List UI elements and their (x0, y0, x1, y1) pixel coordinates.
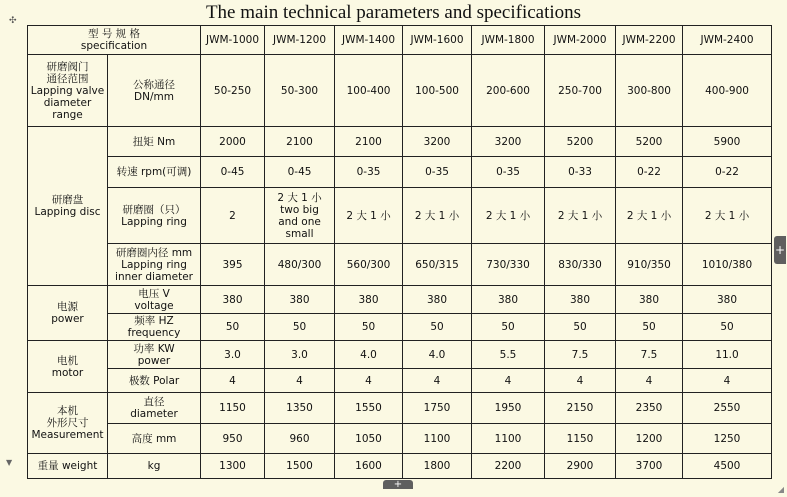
group-lapping-disc: 研磨盘 Lapping disc (28, 127, 108, 286)
cell: 50 (403, 314, 472, 341)
cell: 50 (683, 314, 772, 341)
cell: 1350 (265, 393, 335, 424)
cell: 0-35 (403, 157, 472, 188)
cell: 2900 (545, 454, 616, 479)
cell: 2 大 1 小 (335, 188, 403, 244)
row-label-height: 高度 mm (108, 424, 201, 454)
cell: 4 (265, 369, 335, 393)
cell: 2100 (265, 127, 335, 157)
spec-table (27, 25, 772, 479)
row-label-lapping-ring: 研磨圈（只） Lapping ring (108, 188, 201, 244)
cell: 1550 (335, 393, 403, 424)
cell: 4 (683, 369, 772, 393)
table-row (28, 341, 772, 369)
cell: 5200 (545, 127, 616, 157)
cell: 1200 (616, 424, 683, 454)
cell: 950 (201, 424, 265, 454)
cell: 380 (335, 286, 403, 314)
cell: 0-33 (545, 157, 616, 188)
cell: 3200 (403, 127, 472, 157)
move-handle-icon[interactable]: ✣ (9, 16, 17, 26)
table-row (28, 55, 772, 127)
cell: 1500 (265, 454, 335, 479)
cell: 0-22 (683, 157, 772, 188)
cell: 2 大 1 小 (545, 188, 616, 244)
cell: 2 (201, 188, 265, 244)
cell: 50 (265, 314, 335, 341)
cell: 7.5 (616, 341, 683, 369)
cell: 7.5 (545, 341, 616, 369)
cell: 480/300 (265, 244, 335, 286)
row-label-speed: 转速 rpm(可调) (108, 157, 201, 188)
table-row (28, 188, 772, 244)
group-power: 电源 power (28, 286, 108, 341)
cell: 1600 (335, 454, 403, 479)
model-header: JWM-1800 (472, 26, 545, 55)
table-row (28, 286, 772, 314)
group-measurement: 本机 外形尺寸 Measurement (28, 393, 108, 454)
row-label-diameter: 直径 diameter (108, 393, 201, 424)
group-motor: 电机 motor (28, 341, 108, 393)
caret-down-icon: ▼ (6, 458, 13, 467)
cell: 0-22 (616, 157, 683, 188)
table-row (28, 314, 772, 341)
cell: 4 (616, 369, 683, 393)
cell: 1050 (335, 424, 403, 454)
cell: 650/315 (403, 244, 472, 286)
cell: 100-500 (403, 55, 472, 127)
cell: 1250 (683, 424, 772, 454)
model-header: JWM-1400 (335, 26, 403, 55)
cell: 5900 (683, 127, 772, 157)
cell: 380 (683, 286, 772, 314)
model-header: JWM-1600 (403, 26, 472, 55)
cell: 50-250 (201, 55, 265, 127)
resize-grip-icon[interactable]: ◢ (777, 485, 784, 494)
cell: 1100 (403, 424, 472, 454)
cell: 4 (403, 369, 472, 393)
add-column-button[interactable]: + (774, 236, 786, 264)
cell: 2000 (201, 127, 265, 157)
page-title: The main technical parameters and specifications (205, 2, 582, 23)
table-row (28, 127, 772, 157)
table-row (28, 424, 772, 454)
table-row (28, 369, 772, 393)
cell: 2 大 1 小 two big and one small (265, 188, 335, 244)
table-row (28, 157, 772, 188)
cell: 380 (265, 286, 335, 314)
table-row (28, 454, 772, 479)
cell: 380 (403, 286, 472, 314)
cell: 4.0 (403, 341, 472, 369)
cell: 3.0 (265, 341, 335, 369)
cell: 910/350 (616, 244, 683, 286)
cell: 200-600 (472, 55, 545, 127)
cell: 3700 (616, 454, 683, 479)
row-label-ring-inner-diameter: 研磨圈内径 mm Lapping ring inner diameter (108, 244, 201, 286)
cell: 380 (472, 286, 545, 314)
cell: 1150 (545, 424, 616, 454)
cell: 3200 (472, 127, 545, 157)
cell: 830/330 (545, 244, 616, 286)
cell: 50 (545, 314, 616, 341)
cell: 1100 (472, 424, 545, 454)
cell: 250-700 (545, 55, 616, 127)
cell: 50-300 (265, 55, 335, 127)
header-spec-label: 型 号 规 格 specification (28, 26, 201, 55)
cell: 11.0 (683, 341, 772, 369)
cell: 50 (472, 314, 545, 341)
cell: 400-900 (683, 55, 772, 127)
row-label-voltage: 电压 V voltage (108, 286, 201, 314)
model-header: JWM-2400 (683, 26, 772, 55)
row-label-polar: 极数 Polar (108, 369, 201, 393)
cell: 2 大 1 小 (616, 188, 683, 244)
cell: 960 (265, 424, 335, 454)
cell: 560/300 (335, 244, 403, 286)
model-header: JWM-2000 (545, 26, 616, 55)
cell: 380 (201, 286, 265, 314)
cell: 4.0 (335, 341, 403, 369)
model-header: JWM-1200 (265, 26, 335, 55)
cell: 0-35 (472, 157, 545, 188)
cell: 0-35 (335, 157, 403, 188)
cell: 395 (201, 244, 265, 286)
cell: 2 大 1 小 (472, 188, 545, 244)
cell: 1950 (472, 393, 545, 424)
cell: 2550 (683, 393, 772, 424)
cell: 1750 (403, 393, 472, 424)
cell: 50 (335, 314, 403, 341)
cell: 1300 (201, 454, 265, 479)
cell: 4 (472, 369, 545, 393)
cell: 5200 (616, 127, 683, 157)
cell: 0-45 (201, 157, 265, 188)
group-valve-range: 研磨阀门 通径范围 Lapping valve diameter range (28, 55, 108, 127)
cell: 1800 (403, 454, 472, 479)
table-row (28, 393, 772, 424)
cell: 2100 (335, 127, 403, 157)
cell: 2 大 1 小 (683, 188, 772, 244)
cell: 50 (616, 314, 683, 341)
cell: 1150 (201, 393, 265, 424)
cell: 4 (545, 369, 616, 393)
row-label-weight-unit: kg (108, 454, 201, 479)
cell: 4500 (683, 454, 772, 479)
cell: 3.0 (201, 341, 265, 369)
row-label-motor-power: 功率 KW power (108, 341, 201, 369)
cell: 380 (545, 286, 616, 314)
group-weight: 重量 weight (28, 454, 108, 479)
cell: 1010/380 (683, 244, 772, 286)
cell: 380 (616, 286, 683, 314)
cell: 50 (201, 314, 265, 341)
cell: 300-800 (616, 55, 683, 127)
cell: 2200 (472, 454, 545, 479)
cell: 0-45 (265, 157, 335, 188)
cell: 2350 (616, 393, 683, 424)
cell: 4 (335, 369, 403, 393)
add-row-button[interactable]: + (383, 480, 413, 489)
row-label-frequency: 频率 HZ frequency (108, 314, 201, 341)
header-row (28, 26, 772, 55)
row-label-torque: 扭矩 Nm (108, 127, 201, 157)
cell: 4 (201, 369, 265, 393)
model-header: JWM-2200 (616, 26, 683, 55)
table-row (28, 244, 772, 286)
cell: 2150 (545, 393, 616, 424)
cell: 2 大 1 小 (403, 188, 472, 244)
model-header: JWM-1000 (201, 26, 265, 55)
cell: 5.5 (472, 341, 545, 369)
row-label-nominal-diameter: 公称通径 DN/mm (108, 55, 201, 127)
cell: 100-400 (335, 55, 403, 127)
cell: 730/330 (472, 244, 545, 286)
